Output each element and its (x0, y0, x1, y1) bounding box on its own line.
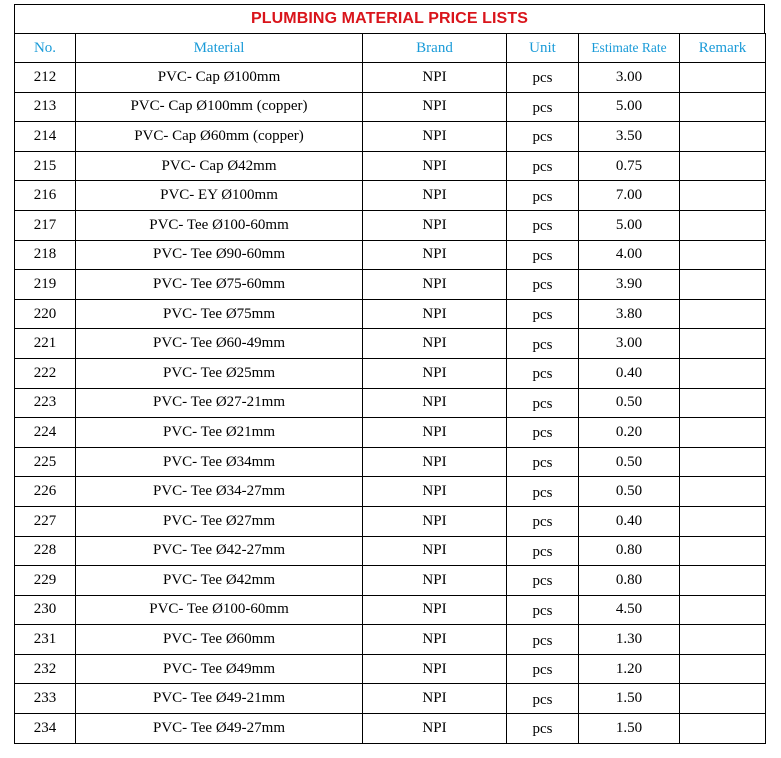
cell-rate: 3.00 (579, 63, 680, 93)
cell-brand: NPI (363, 92, 507, 122)
cell-remark (680, 299, 766, 329)
cell-unit: pcs (507, 447, 579, 477)
column-header-no: No. (15, 34, 76, 63)
cell-brand: NPI (363, 418, 507, 448)
cell-remark (680, 240, 766, 270)
cell-no: 219 (15, 270, 76, 300)
cell-material: PVC- Tee Ø42-27mm (76, 536, 363, 566)
table-row (15, 418, 766, 448)
table-row (15, 181, 766, 211)
cell-remark (680, 536, 766, 566)
cell-rate: 5.00 (579, 92, 680, 122)
cell-material: PVC- Tee Ø49-21mm (76, 684, 363, 714)
cell-rate: 0.50 (579, 388, 680, 418)
cell-unit: pcs (507, 63, 579, 93)
cell-rate: 0.80 (579, 566, 680, 596)
cell-material: PVC- Tee Ø75mm (76, 299, 363, 329)
table-row (15, 714, 766, 744)
cell-rate: 4.50 (579, 595, 680, 625)
cell-unit: pcs (507, 299, 579, 329)
cell-rate: 7.00 (579, 181, 680, 211)
cell-brand: NPI (363, 270, 507, 300)
table-row (15, 151, 766, 181)
column-header-rate: Estimate Rate (579, 34, 680, 63)
cell-brand: NPI (363, 388, 507, 418)
cell-brand: NPI (363, 63, 507, 93)
cell-unit: pcs (507, 122, 579, 152)
cell-brand: NPI (363, 566, 507, 596)
cell-material: PVC- Tee Ø90-60mm (76, 240, 363, 270)
table-row (15, 654, 766, 684)
cell-rate: 1.30 (579, 625, 680, 655)
cell-material: PVC- Tee Ø49-27mm (76, 714, 363, 744)
cell-brand: NPI (363, 595, 507, 625)
cell-material: PVC- Tee Ø34-27mm (76, 477, 363, 507)
cell-remark (680, 151, 766, 181)
cell-material: PVC- Cap Ø100mm (76, 63, 363, 93)
table-row (15, 329, 766, 359)
cell-no: 229 (15, 566, 76, 596)
cell-rate: 0.50 (579, 477, 680, 507)
cell-no: 225 (15, 447, 76, 477)
cell-remark (680, 181, 766, 211)
cell-no: 213 (15, 92, 76, 122)
cell-no: 233 (15, 684, 76, 714)
cell-rate: 0.75 (579, 151, 680, 181)
cell-rate: 0.40 (579, 358, 680, 388)
table-row (15, 625, 766, 655)
cell-unit: pcs (507, 418, 579, 448)
cell-brand: NPI (363, 181, 507, 211)
cell-no: 223 (15, 388, 76, 418)
cell-material: PVC- Tee Ø100-60mm (76, 210, 363, 240)
cell-brand: NPI (363, 299, 507, 329)
cell-no: 214 (15, 122, 76, 152)
cell-unit: pcs (507, 181, 579, 211)
cell-material: PVC- Cap Ø42mm (76, 151, 363, 181)
cell-unit: pcs (507, 506, 579, 536)
cell-no: 212 (15, 63, 76, 93)
cell-material: PVC- Tee Ø27-21mm (76, 388, 363, 418)
cell-material: PVC- Tee Ø21mm (76, 418, 363, 448)
cell-material: PVC- EY Ø100mm (76, 181, 363, 211)
cell-no: 221 (15, 329, 76, 359)
cell-remark (680, 595, 766, 625)
cell-no: 215 (15, 151, 76, 181)
cell-brand: NPI (363, 654, 507, 684)
cell-remark (680, 122, 766, 152)
cell-brand: NPI (363, 625, 507, 655)
cell-remark (680, 329, 766, 359)
table-row (15, 63, 766, 93)
cell-rate: 3.80 (579, 299, 680, 329)
cell-remark (680, 388, 766, 418)
table-row (15, 210, 766, 240)
column-header-unit: Unit (507, 34, 579, 63)
cell-remark (680, 418, 766, 448)
cell-remark (680, 447, 766, 477)
cell-material: PVC- Tee Ø75-60mm (76, 270, 363, 300)
cell-brand: NPI (363, 358, 507, 388)
cell-material: PVC- Tee Ø27mm (76, 506, 363, 536)
table-row (15, 566, 766, 596)
cell-remark (680, 477, 766, 507)
cell-brand: NPI (363, 714, 507, 744)
cell-no: 220 (15, 299, 76, 329)
cell-unit: pcs (507, 595, 579, 625)
cell-brand: NPI (363, 684, 507, 714)
cell-unit: pcs (507, 240, 579, 270)
cell-remark (680, 566, 766, 596)
cell-rate: 0.40 (579, 506, 680, 536)
cell-unit: pcs (507, 684, 579, 714)
cell-remark (680, 714, 766, 744)
cell-brand: NPI (363, 506, 507, 536)
price-table (14, 33, 766, 744)
cell-no: 230 (15, 595, 76, 625)
cell-brand: NPI (363, 477, 507, 507)
cell-rate: 0.50 (579, 447, 680, 477)
price-list-sheet (14, 4, 765, 744)
table-row (15, 122, 766, 152)
cell-material: PVC- Cap Ø100mm (copper) (76, 92, 363, 122)
cell-unit: pcs (507, 477, 579, 507)
cell-unit: pcs (507, 625, 579, 655)
cell-unit: pcs (507, 388, 579, 418)
cell-material: PVC- Tee Ø100-60mm (76, 595, 363, 625)
table-row (15, 447, 766, 477)
cell-unit: pcs (507, 536, 579, 566)
cell-rate: 3.90 (579, 270, 680, 300)
header-row (15, 34, 766, 63)
cell-rate: 5.00 (579, 210, 680, 240)
table-row (15, 595, 766, 625)
cell-no: 232 (15, 654, 76, 684)
table-row (15, 684, 766, 714)
table-row (15, 506, 766, 536)
table-row (15, 270, 766, 300)
cell-brand: NPI (363, 210, 507, 240)
cell-no: 218 (15, 240, 76, 270)
table-row (15, 299, 766, 329)
cell-no: 226 (15, 477, 76, 507)
cell-rate: 0.80 (579, 536, 680, 566)
cell-material: PVC- Tee Ø60-49mm (76, 329, 363, 359)
cell-unit: pcs (507, 714, 579, 744)
cell-unit: pcs (507, 270, 579, 300)
cell-remark (680, 625, 766, 655)
page-title: PLUMBING MATERIAL PRICE LISTS (14, 4, 765, 33)
cell-rate: 3.50 (579, 122, 680, 152)
cell-material: PVC- Tee Ø25mm (76, 358, 363, 388)
cell-unit: pcs (507, 654, 579, 684)
table-body (15, 63, 766, 744)
table-row (15, 240, 766, 270)
cell-unit: pcs (507, 566, 579, 596)
cell-no: 224 (15, 418, 76, 448)
cell-material: PVC- Cap Ø60mm (copper) (76, 122, 363, 152)
cell-no: 234 (15, 714, 76, 744)
cell-material: PVC- Tee Ø34mm (76, 447, 363, 477)
cell-rate: 1.50 (579, 684, 680, 714)
column-header-material: Material (76, 34, 363, 63)
table-row (15, 388, 766, 418)
cell-remark (680, 358, 766, 388)
column-header-brand: Brand (363, 34, 507, 63)
cell-rate: 4.00 (579, 240, 680, 270)
cell-rate: 1.20 (579, 654, 680, 684)
cell-brand: NPI (363, 329, 507, 359)
cell-unit: pcs (507, 329, 579, 359)
cell-material: PVC- Tee Ø49mm (76, 654, 363, 684)
cell-no: 227 (15, 506, 76, 536)
cell-remark (680, 654, 766, 684)
cell-remark (680, 92, 766, 122)
cell-no: 231 (15, 625, 76, 655)
cell-no: 217 (15, 210, 76, 240)
cell-rate: 1.50 (579, 714, 680, 744)
cell-brand: NPI (363, 240, 507, 270)
cell-remark (680, 506, 766, 536)
cell-unit: pcs (507, 151, 579, 181)
cell-brand: NPI (363, 122, 507, 152)
cell-no: 228 (15, 536, 76, 566)
table-row (15, 477, 766, 507)
cell-no: 216 (15, 181, 76, 211)
cell-unit: pcs (507, 358, 579, 388)
cell-rate: 3.00 (579, 329, 680, 359)
cell-remark (680, 210, 766, 240)
table-row (15, 92, 766, 122)
cell-rate: 0.20 (579, 418, 680, 448)
cell-remark (680, 684, 766, 714)
table-row (15, 358, 766, 388)
table-row (15, 536, 766, 566)
cell-material: PVC- Tee Ø42mm (76, 566, 363, 596)
cell-brand: NPI (363, 447, 507, 477)
cell-unit: pcs (507, 210, 579, 240)
cell-no: 222 (15, 358, 76, 388)
cell-brand: NPI (363, 536, 507, 566)
column-header-remark: Remark (680, 34, 766, 63)
cell-brand: NPI (363, 151, 507, 181)
cell-material: PVC- Tee Ø60mm (76, 625, 363, 655)
cell-remark (680, 63, 766, 93)
cell-remark (680, 270, 766, 300)
cell-unit: pcs (507, 92, 579, 122)
